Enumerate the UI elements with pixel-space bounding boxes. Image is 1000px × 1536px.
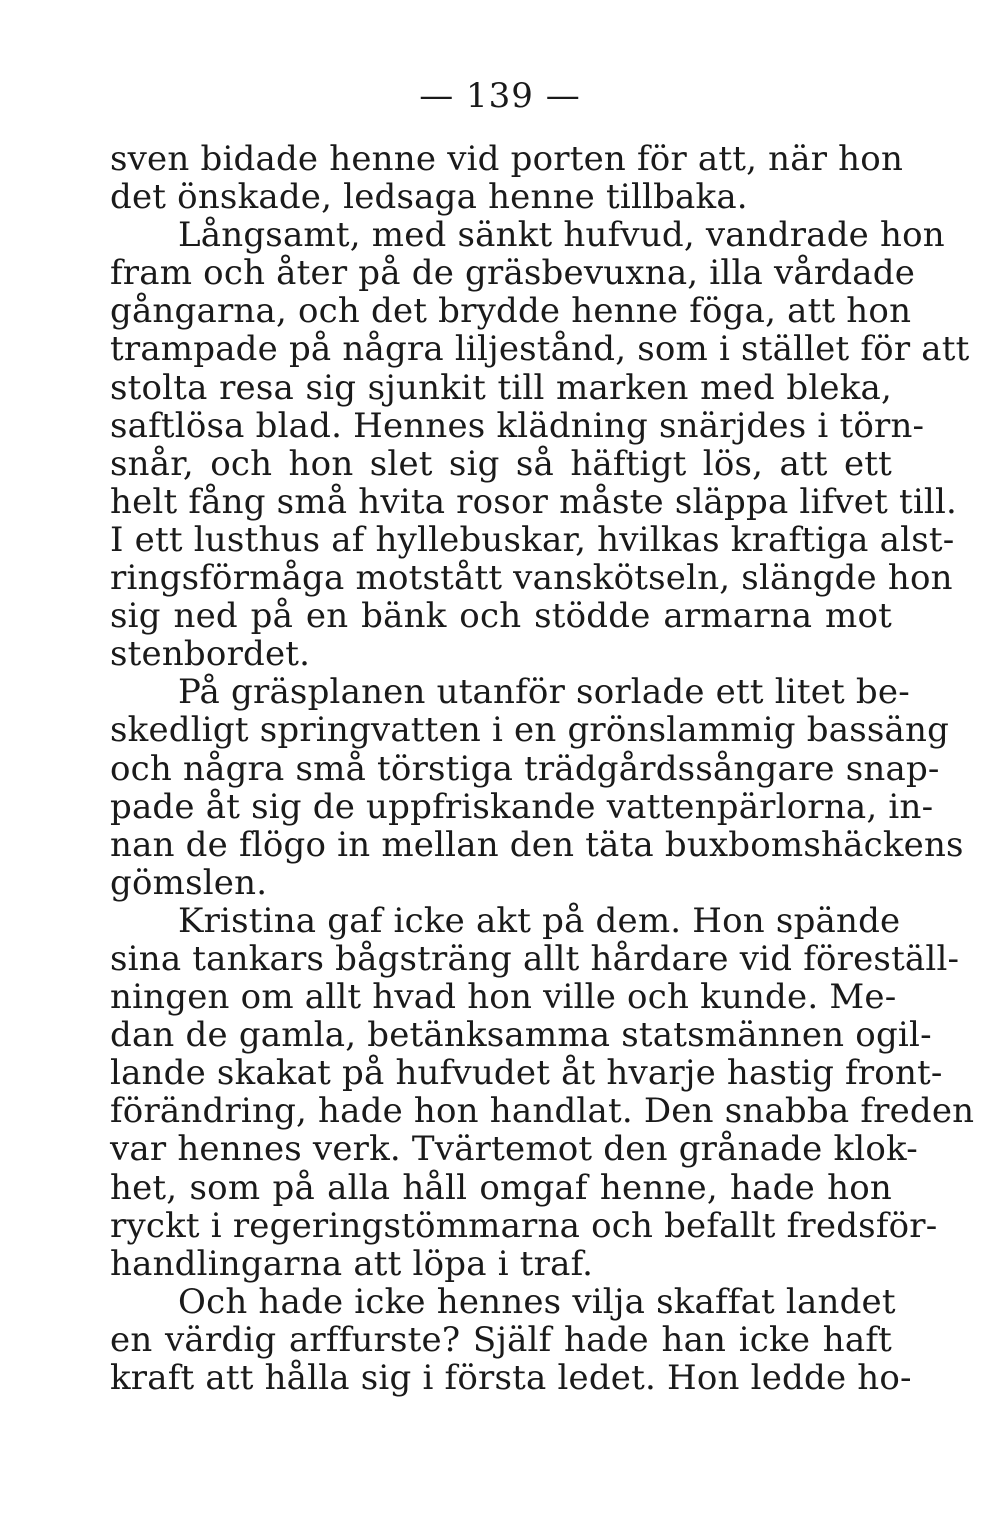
- text-line: snår, och hon slet sig så häftigt lös, att ett: [110, 443, 892, 484]
- text-line: ningen om allt hvad hon ville och kunde. Me-: [110, 977, 897, 1018]
- text-line: förändring, hade hon handlat. Den snabba freden: [110, 1091, 975, 1132]
- text-line: gångarna, och det brydde henne föga, att hon: [110, 291, 912, 332]
- text-line: Och hade icke hennes vilja skaffat landet: [178, 1281, 896, 1322]
- text-line: fram och åter på de gräsbevuxna, illa vårdade: [110, 253, 916, 294]
- text-line: het, som på alla håll omgaf henne, hade hon: [110, 1167, 892, 1208]
- text-line: ryckt i regeringstömmarna och befallt fredsför-: [110, 1205, 938, 1246]
- text-line: Kristina gaf icke akt på dem. Hon spände: [178, 900, 901, 941]
- body-text: [110, 139, 975, 1398]
- text-line: trampade på några liljestånd, som i stället för att: [110, 329, 970, 370]
- text-line: nan de flögo in mellan den täta buxbomshäckens: [110, 824, 964, 865]
- text-line: skedligt springvatten i en grönslammig bassäng: [110, 710, 950, 751]
- page-number: — 139 —: [419, 76, 581, 116]
- text-line: det önskade, ledsaga henne tillbaka.: [110, 177, 748, 218]
- text-line: handlingarna att löpa i traf.: [110, 1243, 594, 1284]
- text-line: gömslen.: [110, 862, 268, 903]
- text-line: sina tankars bågsträng allt hårdare vid föreställ-: [110, 938, 960, 979]
- text-line: en värdig arffurste? Själf hade han icke haft: [110, 1319, 892, 1360]
- text-line: och några små törstiga trädgårdssångare snap-: [110, 748, 940, 789]
- text-line: lande skakat på hufvudet åt hvarje hastig front-: [110, 1053, 943, 1094]
- text-line: dan de gamla, betänksamma statsmännen ogil-: [110, 1015, 932, 1056]
- text-line: pade åt sig de uppfriskande vattenpärlorna, in-: [110, 786, 934, 827]
- text-line: I ett lusthus af hyllebuskar, hvilkas kraftiga alst-: [110, 519, 955, 560]
- text-line: ringsförmåga motstått vanskötseln, slängde hon: [110, 558, 953, 599]
- text-line: sven bidade henne vid porten för att, när hon: [110, 139, 904, 179]
- text-line: var hennes verk. Tvärtemot den grånade klok-: [110, 1129, 918, 1170]
- text-line: sig ned på en bänk och stödde armarna mot: [110, 596, 892, 637]
- text-line: stolta resa sig sjunkit till marken med bleka,: [110, 367, 892, 408]
- text-line: saftlösa blad. Hennes klädning snärjdes i törn-: [110, 405, 925, 446]
- text-line: stenbordet.: [110, 634, 311, 675]
- text-line: helt fång små hvita rosor måste släppa lifvet till.: [110, 481, 958, 522]
- text-line: På gräsplanen utanför sorlade ett litet be-: [178, 672, 910, 713]
- text-line: kraft att hålla sig i första ledet. Hon ledde ho-: [110, 1358, 912, 1398]
- text-line: Långsamt, med sänkt hufvud, vandrade hon: [178, 215, 945, 256]
